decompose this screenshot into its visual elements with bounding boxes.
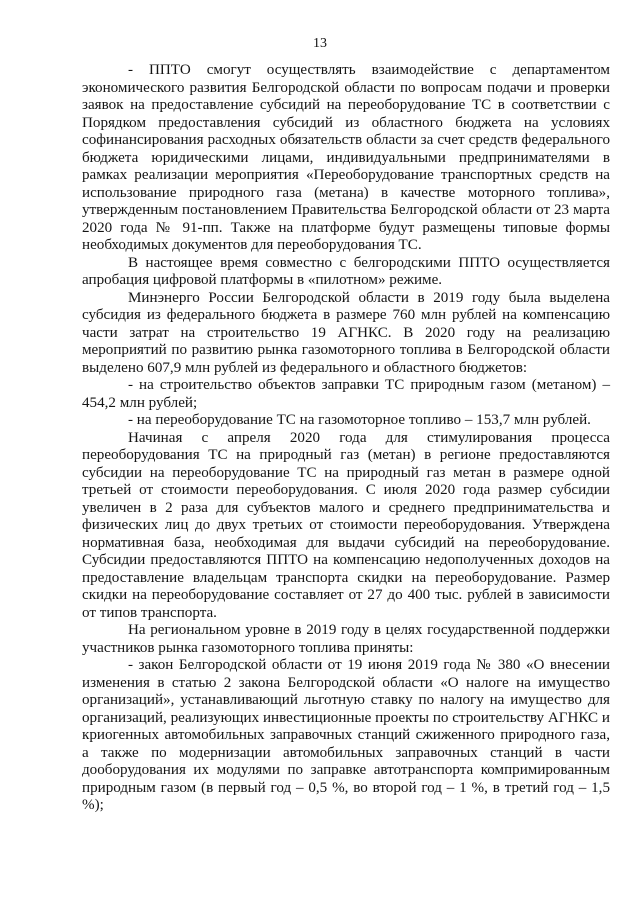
page-number: 13 [313,36,327,51]
paragraph-list-item-stations: - на строительство объектов заправки ТС природным газом (метаном) – 454,2 млн рублей; [82,377,610,411]
paragraph-conversion-subsidies: Начиная с апреля 2020 года для стимулирования процесса переоборудования ТС на природный газ (метан) в регионе предоставляются субсидии на переоборудование ТС на природный газ метан в размере одной третьей от стоимости переоборудования. С июля 2020 года размер субсидии увеличен в 2 раза для субъектов малого и среднего предпринимательства и физических лиц до двух третьих от стоимости переоборудования. Утверждена нормативная база, необходимая для выдачи субсидий на переоборудование. Субсидии предоставляются ППТО на компенсацию недополученных доходов на предоставление владельцам транспорта скидки на переоборудование. Размер скидки на переоборудование составляет от 27 до 400 тыс. рублей в зависимости от типов транспорта. [82,429,610,621]
paragraph-tax-law: - закон Белгородской области от 19 июня 2019 года № 380 «О внесении изменения в статью 2 закона Белгородской области «О налоге на имущество организаций», устанавливающий льготную ставку по налогу на имущество для организаций, реализующих инвестиционные проекты по строительству АГНКС и криогенных автомобильных заправочных станций сжиженного природного газа, а также по модернизации автомобильных заправочных станций в части дооборудования их модулями по заправке автотранспорта компримированным природным газом (в первый год – 0,5 %, во второй год – 1 %, в третий год – 1,5 %); [82,657,610,813]
document-body [82,62,610,815]
paragraph-list-item-conversion: - на переоборудование ТС на газомоторное топливо – 153,7 млн рублей. [128,412,591,428]
paragraph-regional-support: На региональном уровне в 2019 году в целях государственной поддержки участников рынка газомоторного топлива приняты: [82,622,610,656]
paragraph-pilot-mode: В настоящее время совместно с белгородскими ППТО осуществляется апробация цифровой платформы в «пилотном» режиме. [82,254,610,288]
paragraph-platform-functions: - ППТО смогут осуществлять взаимодействие с департаментом экономического развития Белгородской области по вопросам подачи и проверки заявок на предоставление субсидий на переоборудование ТС в соответствии с Порядком предоставления субсидий из областного бюджета на условиях софинансирования расходных обязательств области за счет средств федерального бюджета юридическими лицами, индивидуальными предпринимателями в рамках реализации мероприятия «Переоборудование транспортных средств на использование природного газа (метана) в качестве моторного топлива», утвержденным постановлением Правительства Белгородской области от 23 марта 2020 года № 91-пп. Также на платформе будут размещены типовые формы необходимых документов для переоборудования ТС. [82,62,610,253]
paragraph-federal-subsidy: Минэнерго России Белгородской области в 2019 году была выделена субсидия из федерального бюджета в размере 760 млн рублей на компенсацию части затрат на строительство 19 АГНКС. В 2020 году на реализацию мероприятий по развитию рынка газомоторного топлива в Белгородской области выделено 607,9 млн рублей из федерального и областного бюджетов: [82,289,610,376]
